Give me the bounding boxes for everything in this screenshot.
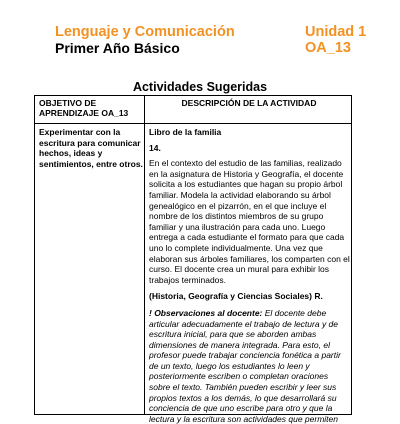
activity-number: 14.: [149, 142, 161, 153]
section-title: Actividades Sugeridas: [132, 80, 268, 94]
oa-code: OA_13: [305, 40, 351, 56]
objective-cell: Experimentar con la escritura para comunicar hechos, ideas y sentimientos, entre otros.: [39, 127, 143, 169]
cross-reference: (Historia, Geografía y Ciencias Sociales) R.: [149, 291, 323, 302]
unit-label: Unidad 1: [305, 24, 367, 40]
activity-body: En el contexto del estudio de las familias, realizado en la asignatura de Historia y Geografía, el docente solicita a los estudiantes que hagan su propio árbol familiar. Modela la actividad elaborando su árbol genealógico en el pizarrón, en el que incluye el nombre de los distintos miembros de su grupo familiar y una ilustración para cada uno. Luego entrega a cada estudiante el formato para que cada uno lo complete individualmente. Una vez que elaboran sus árboles familiares, los comparten con el curso. El docente crea un mural para exhibir los trabajos terminados.: [149, 158, 350, 285]
activity-title: Libro de la familia: [149, 127, 222, 137]
document-header: [0, 0, 400, 60]
teacher-observations: [149, 308, 350, 424]
observations-text: El docente debe articular adecuadamente el trabajo de lectura y de escritura inicial, para que se aborden ambas dimensiones de manera integrada. Para esto, el profesor puede trabajar conciencia fonética a partir de un texto, luego los estudiantes lo leen y posteriormente escriben o completan oraciones sobre el texto. También pueden escribir y leer sus propios textos a los demás, lo que desarrollará su conciencia de que uno escribe para otro y que la lectura y la escritura son actividades que permiten: [149, 307, 341, 424]
objective-column-header: OBJETIVO DE APRENDIZAJE OA_13: [39, 98, 129, 118]
activities-table: [34, 95, 352, 424]
header-row-divider: [35, 123, 351, 124]
column-divider: [144, 96, 145, 414]
subject-title: Lenguaje y Comunicación: [55, 24, 235, 40]
description-cell: [149, 127, 350, 424]
observations-label: ! Observaciones al docente:: [149, 307, 263, 318]
description-column-header: DESCRIPCIÓN DE LA ACTIVIDAD: [181, 98, 317, 108]
grade-title: Primer Año Básico: [55, 40, 180, 56]
